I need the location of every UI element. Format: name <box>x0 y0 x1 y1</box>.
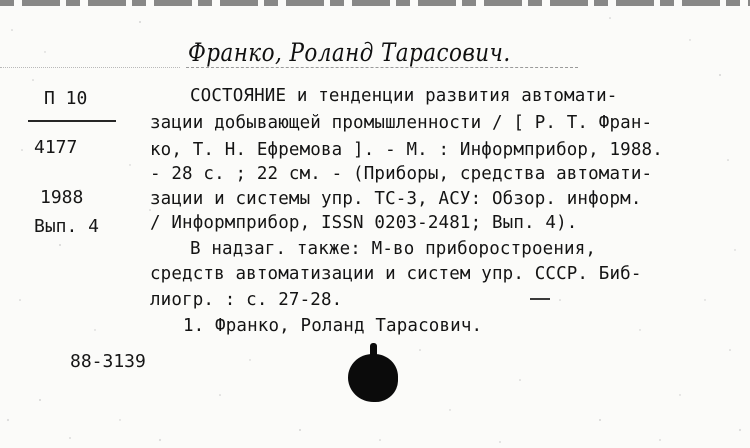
shelf-code: П 10 <box>44 88 88 109</box>
entry-line: лиогр. : с. 27-28. <box>150 290 343 310</box>
entry-line: / Информприбор, ISSN 0203-2481; Вып. 4). <box>150 213 578 233</box>
entry-line: средств автоматизации и систем упр. СССР. Биб- <box>150 264 642 284</box>
entry-line: СОСТОЯНИЕ и тенденции развития автомати- <box>190 86 618 106</box>
call-number-rule <box>28 120 116 122</box>
entry-line: В надзаг. также: М-во приборостроения, <box>190 239 597 259</box>
handwritten-author-heading: Франко, Роланд Тарасович. <box>188 38 511 67</box>
pencil-mark <box>530 298 550 300</box>
year: 1988 <box>40 187 84 208</box>
left-dotted-rule <box>0 67 180 68</box>
entry-line: зации добывающей промышленности / [ Р. Т. Фран- <box>150 113 653 133</box>
card-top-edge <box>0 0 750 6</box>
punch-hole <box>348 354 398 402</box>
entry-line: ко, Т. Н. Ефремова ]. - М. : Информприбор, 1988. <box>150 140 663 160</box>
accession-number: 88-3139 <box>70 351 146 372</box>
issue-number: Вып. 4 <box>34 216 100 237</box>
card-number: 4177 <box>34 137 78 158</box>
entry-line: зации и системы упр. ТС-3, АСУ: Обзор. информ. <box>150 189 642 209</box>
author-underline <box>186 67 578 68</box>
added-entry-line: 1. Франко, Роланд Тарасович. <box>183 316 483 336</box>
entry-line: - 28 с. ; 22 см. - (Приборы, средства автомати- <box>150 164 653 184</box>
